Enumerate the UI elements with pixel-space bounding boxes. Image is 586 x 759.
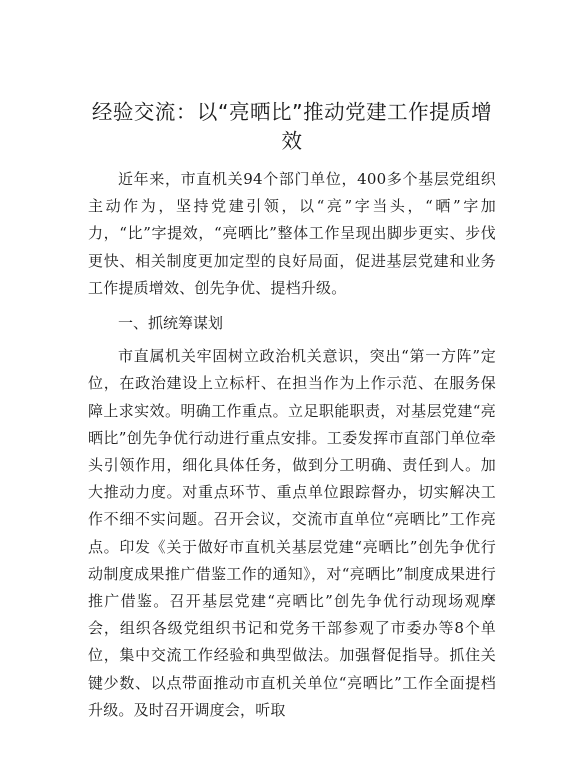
- intro-paragraph: 近年来，市直机关94个部门单位，400多个基层党组织主动作为，坚持党建引领，以“亮”字当头，“晒”字加力，“比”字提效，“亮晒比”整体工作呈现出脚步更实、步伐更快、相关制度更加定型的良好局面，促进基层党建和业务工作提质增效、创先争优、提档升级。: [88, 170, 496, 297]
- document-title: 经验交流：以“亮晒比”推动党建工作提质增效: [91, 100, 493, 153]
- section-heading: 一、抓统筹谋划: [118, 314, 224, 333]
- section-body-paragraph: 市直属机关牢固树立政治机关意识，突出“第一方阵”定位，在政治建设上立标杆、在担当作为上作示范、在服务保障上求实效。明确工作重点。立足职能职责，对基层党建“亮晒比”创先争优行动进行重点安排。工委发挥市直部门单位牵头引领作用，细化具体任务，做到分工明确、责任到人。加大推动力度。对重点环节、重点单位跟踪督办，切实解决工作不细不实问题。召开会议，交流市直单位“亮晒比”工作亮点。印发《关于做好市直机关基层党建“亮晒比”创先争优行动制度成果推广借鉴工作的通知》，对“亮晒比”制度成果进行推广借鉴。召开基层党建“亮晒比”创先争优行动现场观摩会，组织各级党组织书记和党务干部参观了市委办等8个单位，集中交流工作经验和典型做法。加强督促指导。抓住关键少数、以点带面推动市直机关单位“亮晒比”工作全面提档升级。及时召开调度会，听取: [88, 347, 496, 719]
